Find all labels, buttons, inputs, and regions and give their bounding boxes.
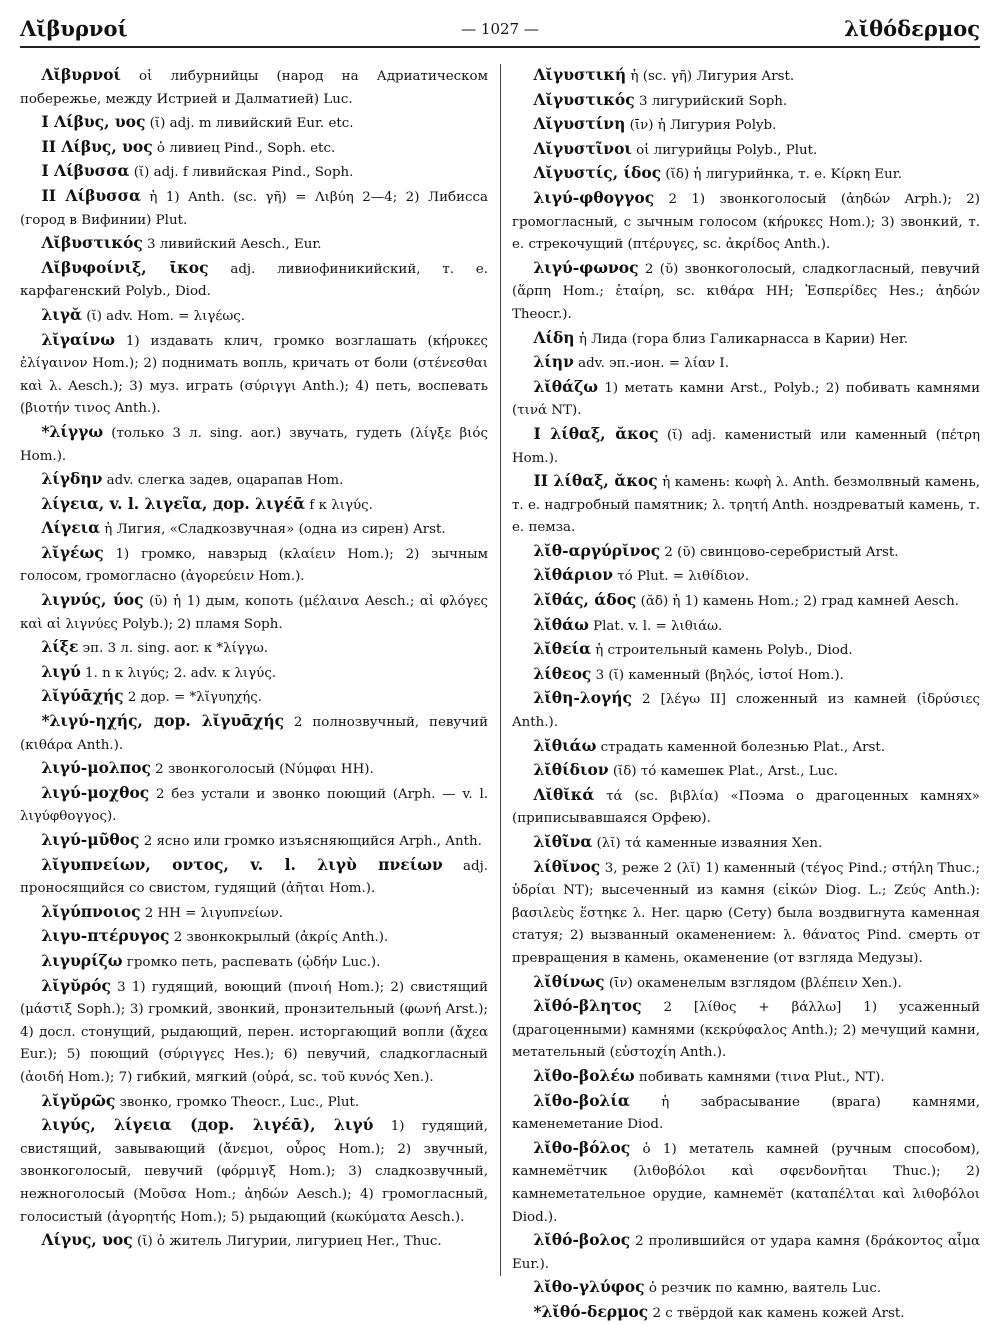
entry-headword: λίην	[533, 352, 574, 372]
entry-headword: λῐθο-βολία	[533, 1090, 630, 1110]
entry-headword: λῐγῠρός	[41, 975, 111, 995]
entry-definition: (ῑν) окаменелым взглядом (βλέπειν Xen.).	[604, 975, 902, 991]
entry-definition: звонко, громко Theocr., Luc., Plut.	[115, 1094, 360, 1110]
entry-definition: страдать каменной болезнью Plat., Arst.	[596, 739, 886, 755]
entry-headword: Λίδη	[533, 327, 575, 347]
dictionary-entry	[20, 685, 488, 710]
entry-definition: οἱ либурнийцы (народ на Адриатическом побережье, между Истрией и Далматией) Luc.	[20, 69, 488, 107]
entry-definition: Plat. v. l. = λιθιάω.	[588, 618, 723, 634]
entry-definition: 2 (ῠ) свинцово-серебристый Arst.	[660, 544, 899, 560]
dictionary-entry	[512, 1065, 980, 1090]
entry-headword: λιγύ-φθογγος	[533, 187, 655, 207]
entry-definition: adj. проносящийся со свистом, гудящий (ἀῆται Hom.).	[20, 858, 488, 897]
entry-headword: II λίθαξ, ᾰκος	[533, 471, 658, 491]
entry-definition: (только 3 л. sing. aor.) звучать, гудеть (λίγξε βιός Hom.).	[20, 425, 488, 464]
entry-definition: ἡ забрасывание (врага) камнями, каменеметание Diod.	[512, 1094, 980, 1133]
dictionary-entry	[20, 710, 488, 757]
dictionary-entry	[20, 661, 488, 686]
entry-headword: λῐθίνως	[533, 971, 605, 991]
dictionary-entry	[20, 136, 488, 161]
entry-headword: λιγύ-μοχθος	[41, 782, 150, 802]
entry-headword: I λίθαξ, ᾰκος	[533, 423, 659, 443]
entry-definition: 3, реже 2 (λῐ) 1) каменный (τέγος Pind.; στήλη Thuc.; ὑδρίαι NT); высеченный из камня (εἰκών Diog. L.; Ζεύς Anth.): βασιλεὺς ἕστηκε λ. Her. царю (Сету) была воздвигнута каменная статуя; 2) вызванный окаменением: λ. θάνατος Pind. смерть от превращения в камень, окаменение (от взгляда Медузы).	[512, 860, 980, 966]
dictionary-entry	[20, 232, 488, 257]
entry-definition: 2 с твёрдой как камень кожей Arst.	[648, 1305, 905, 1321]
dictionary-entry	[512, 856, 980, 971]
entry-definition: τά (sc. βιβλία) «Поэма о драгоценных камнях» (приписывавшаяся Орфею).	[512, 788, 980, 827]
entry-headword: λῐθάζω	[533, 376, 599, 396]
dictionary-entry	[512, 376, 980, 423]
entry-headword: λιγύ-μῦθος	[41, 830, 140, 849]
entry-definition: ἡ камень: κωφὴ λ. Anth. безмолвный камень, т. е. надгробный памятник; λ. τρητή Anth. ноздреватый камень, т. е. пемза.	[512, 475, 980, 536]
dictionary-entry	[512, 327, 980, 352]
dictionary-entry	[20, 950, 488, 975]
dictionary-entry	[512, 162, 980, 187]
entry-definition: (ῐ) adj. m ливийский Eur. etc.	[145, 116, 354, 132]
entry-headword: λῐγέως	[41, 542, 104, 562]
entry-headword: II Λίβυς, υος	[41, 136, 153, 156]
entry-definition: f к λιγύς.	[305, 497, 373, 513]
entry-headword: λίθῐνος	[533, 856, 601, 876]
entry-headword: λῐθ-αργύρῐνος	[533, 540, 661, 560]
entry-definition: adv. эп.-ион. = λίαν I.	[573, 356, 729, 372]
entry-headword: λίθεος	[533, 663, 592, 683]
entry-definition: 2 пролившийся от удара камня (δράκοντος αἷμα Eur.).	[512, 1234, 980, 1272]
entry-headword: I Λίβυσσα	[41, 161, 130, 181]
entry-definition: (ῐ) ὁ житель Лигурии, лигуриец Her., Thuc.	[132, 1234, 442, 1250]
entry-definition: 1) громко, навзрыд (κλαίειν Hom.); 2) зычным голосом, громогласно (ἀγορεύειν Hom.).	[20, 546, 488, 585]
dictionary-entry	[512, 540, 980, 565]
entry-headword: λιγύ	[41, 661, 81, 681]
entry-headword: λῐθό-βολος	[533, 1230, 631, 1250]
entry-definition: ἡ (sc. γῆ) Лигурия Arst.	[626, 69, 795, 84]
dictionary-entry	[512, 187, 980, 257]
entry-definition: 1. n к λιγύς; 2. adv. к λιγύς.	[80, 665, 277, 681]
entry-headword: Λῐγυστική	[533, 65, 627, 84]
entry-headword: λῐγυπνείων, οντος, v. l. λιγὺ πνείων	[41, 854, 443, 874]
dictionary-entry	[20, 782, 488, 829]
entry-definition: 2 звонкоголосый (Νύμφαι HH).	[150, 762, 374, 778]
dictionary-entry	[20, 925, 488, 950]
entry-headword: λιγύ-φωνος	[533, 257, 639, 277]
entry-definition: ὁ 1) метатель камней (ручным способом), камнемётчик (λιθοβόλοι καὶ σφενδονῆται Thuc.); 2) камнеметательное орудие, камнемёт (καταπέλται καὶ λιθοβόλοι Diod.).	[512, 1141, 980, 1225]
entry-definition: 2 ясно или громко изъясняющийся Arph., Anth.	[139, 834, 482, 849]
entry-definition: 3 (ῐ) каменный (βηλός, ἱστοί Hom.).	[591, 667, 844, 683]
entry-headword: Λίγυς, υος	[41, 1230, 133, 1250]
entry-definition: τό Plut. = λιθίδιον.	[612, 569, 750, 585]
entry-headword: Λῐβυφοίνιξ, ῑκος	[41, 257, 209, 277]
entry-definition: 1) метать камни Arst., Polyb.; 2) побивать камнями (τινά NT).	[512, 380, 980, 419]
entry-definition: ἡ строительный камень Polyb., Diod.	[591, 643, 853, 659]
entry-headword: λῐγαίνω	[41, 329, 115, 349]
entry-headword: λῐγύπνοιος	[41, 901, 141, 921]
dictionary-entry	[20, 160, 488, 185]
entry-headword: Λῐγυστίνη	[533, 114, 626, 134]
entry-definition: (ῐ) adj. f ливийская Pind., Soph.	[129, 165, 354, 181]
dictionary-entry	[20, 1090, 488, 1115]
dictionary-entry	[512, 1090, 980, 1137]
entry-definition: 3 ливийский Aesch., Eur.	[142, 237, 322, 253]
entry-definition: 1) гудящий, свистящий, завывающий (ἄνεμοι, οὖρος Hom.); 2) звучный, звонкоголосый, певучий (φόρμιγξ Hom.); 3) сладкозвучный, нежноголосый (Μοῦσα Hom.; ἀηδών Aesch.); 4) громогласный, голосистый (ἀγορητής Hom.); 5) рыдающий (κωκύματα Aesch.).	[20, 1119, 488, 1225]
dictionary-entry	[20, 542, 488, 589]
entry-headword: λῐθιάω	[533, 735, 597, 755]
entry-headword: λίγεια, v. l. λιγεῖα, дор. λιγέᾱ	[41, 493, 306, 513]
entry-headword: λιγύς, λίγεια (дор. λιγέᾱ), λιγύ	[41, 1115, 374, 1135]
entry-headword: *λίγγω	[41, 421, 104, 441]
entry-definition: побивать камнями (τινα Plut., NT).	[634, 1069, 885, 1085]
dictionary-entry	[20, 257, 488, 304]
entry-headword: Λῐγυστῖνοι	[533, 138, 632, 158]
dictionary-entry	[512, 589, 980, 614]
entry-definition: (ῐ) adj. каменистый или каменный (πέτρη Hom.).	[512, 427, 980, 466]
dictionary-entry	[512, 663, 980, 688]
entry-definition: 2 дор. = *λῐγυηχής.	[123, 690, 263, 706]
entry-headword: λιγυρίζω	[41, 950, 123, 970]
dictionary-entry	[20, 757, 488, 782]
entry-headword: *λῐθό-δερμος	[533, 1301, 649, 1321]
entry-definition: 3 лигурийский Soph.	[634, 93, 788, 109]
entry-definition: 2 [λέγω II] сложенный из камней (ἱδρύσιες Anth.).	[512, 692, 980, 731]
entry-definition: ἡ Лигия, «Сладкозвучная» (одна из сирен) Arst.	[100, 522, 446, 538]
entry-definition: (λῐ) τά каменные изваяния Xen.	[592, 836, 823, 851]
dictionary-entry	[20, 829, 488, 854]
dictionary-entry	[512, 564, 980, 589]
right-column	[512, 64, 980, 1321]
entry-definition: эп. 3 л. sing. aor. к *λίγγω.	[78, 641, 269, 657]
running-head-left: Λῐβυρνοί	[20, 16, 128, 41]
dictionary-entry	[512, 735, 980, 760]
entry-headword: λῐθάς, άδος	[533, 590, 637, 610]
dictionary-entry	[20, 111, 488, 136]
entry-headword: λῐγῠρῶς	[41, 1090, 116, 1110]
entry-definition: ὁ ливиец Pind., Soph. etc.	[152, 140, 336, 156]
dictionary-entry	[512, 113, 980, 138]
entry-definition: οἱ лигурийцы Polyb., Plut.	[631, 142, 818, 158]
entry-definition: (ῐδ) ἡ лигурийнка, т. е. Κίρκη Eur.	[661, 167, 902, 183]
entry-definition: громко петь, распевать (ᾠδήν Luc.).	[122, 954, 381, 970]
dictionary-entry	[20, 1229, 488, 1254]
entry-headword: λίξε	[41, 637, 79, 657]
running-head-right: λῐθόδερμος	[844, 16, 980, 41]
dictionary-entry	[512, 138, 980, 163]
entry-headword: λιγύ-μολπος	[41, 758, 151, 778]
entry-headword: λῐθο-βολέω	[533, 1065, 635, 1085]
dictionary-entry	[512, 831, 980, 856]
entry-definition: 2 звонкокрылый (ἀκρίς Anth.).	[169, 930, 389, 946]
dictionary-entry	[512, 257, 980, 327]
dictionary-entry	[512, 1137, 980, 1229]
dictionary-entry	[20, 854, 488, 901]
entry-headword: Λίγεια	[41, 518, 101, 538]
entry-headword: λῐθη-λογής	[533, 688, 632, 708]
dictionary-entry	[20, 468, 488, 493]
entry-definition: (ᾰδ) ἡ 1) камень Hom.; 2) град камней Aesch.	[636, 594, 960, 610]
dictionary-entry	[512, 1276, 980, 1301]
dictionary-entry	[512, 351, 980, 376]
entry-definition: ἡ 1) Anth. (sc. γῆ) = Λιβύη 2—4; 2) Либисса (город в Вифинии) Plut.	[20, 189, 488, 228]
entry-headword: λιγᾰ	[41, 304, 82, 324]
dictionary-entry	[512, 1301, 980, 1325]
dictionary-entry	[20, 185, 488, 232]
entry-definition: 2 полнозвучный, певучий (κιθάρα Anth.).	[20, 715, 489, 753]
dictionary-entry	[20, 589, 488, 636]
entry-headword: λῐθο-γλύφος	[533, 1277, 645, 1297]
dictionary-entry	[20, 1114, 488, 1229]
dictionary-entry	[20, 975, 488, 1090]
entry-headword: λῐθῖνα	[533, 832, 593, 851]
entry-headword: λῐθεία	[533, 639, 591, 659]
dictionary-entry	[512, 687, 980, 734]
entry-headword: λῐγύᾱχής	[41, 686, 124, 706]
entry-definition: 2 1) звонкоголосый (ἀηδών Arph.); 2) громогласный, с зычным голосом (κήρυκες Hom.); 3) звонкий, т. е. стрекочущий (πτέρυγες, sc. ἀκρίδος Anth.).	[512, 191, 980, 253]
dictionary-entry	[512, 64, 980, 89]
entry-definition: 2 HH = λιγυπνείων.	[140, 905, 283, 921]
entry-definition: 2 (ῠ) звонкоголосый, сладкогласный, певучий (ἅρπη Hom.; ἑταίρη, sc. κιθάρα HH; Ἑσπερίδες Hes.; ἀηδών Theocr.).	[512, 261, 980, 322]
dictionary-entry	[512, 638, 980, 663]
entry-definition: ὁ резчик по камню, ваятель Luc.	[644, 1281, 882, 1297]
entry-definition: ἡ Лида (гора близ Галикарнасса в Карии) Her.	[574, 331, 909, 347]
entry-definition: 2 без устали и звонко поющий (Arph. — v. l. λιγύφθογγος).	[20, 786, 488, 825]
dictionary-entry	[512, 1229, 980, 1276]
entry-definition: 2 [λίθος + βάλλω] 1) усаженный (драгоценными) камнями (κεκρύφαλος Anth.); 2) мечущий камни, метательный (εὐστοχίη Anth.).	[512, 1000, 980, 1061]
entry-headword: λῐθο-βόλος	[533, 1137, 631, 1157]
dictionary-entry	[512, 614, 980, 639]
entry-definition: (ῠ) ἡ 1) дым, копоть (μέλαινα Aesch.; αἱ φλόγες καὶ αἱ λιγνύες Polyb.); 2) пламя Soph.	[20, 594, 488, 632]
dictionary-entry	[20, 493, 488, 518]
column-divider	[500, 64, 501, 1276]
dictionary-entry	[512, 423, 980, 470]
dictionary-entry	[512, 784, 980, 831]
entry-headword: II Λίβυσσα	[41, 185, 141, 205]
entry-headword: Λῐθῐκά	[533, 784, 595, 804]
entry-definition: (ῐδ) τό камешек Plat., Arst., Luc.	[608, 764, 839, 780]
dictionary-entry	[512, 89, 980, 114]
dictionary-entry	[20, 304, 488, 329]
dictionary-entry	[20, 636, 488, 661]
entry-headword: λῐθό-βλητος	[533, 996, 642, 1016]
dictionary-entry	[512, 971, 980, 996]
entry-headword: λιγνύς, ύος	[41, 590, 144, 610]
dictionary-entry	[20, 901, 488, 926]
entry-headword: Λῐβυστικός	[41, 233, 143, 253]
entry-headword: λιγυ-πτέρυγος	[41, 926, 170, 946]
dictionary-entry	[20, 329, 488, 421]
entry-headword: λίγδην	[41, 469, 103, 489]
dictionary-entry	[512, 470, 980, 540]
entry-definition: (ῑν) ἡ Лигурия Polyb.	[625, 118, 777, 134]
entry-headword: Λῐγυστικός	[533, 89, 635, 109]
entry-definition: 3 1) гудящий, воющий (πνοιή Hom.); 2) свистящий (μάστιξ Soph.); 3) громкий, звонкий, пронзительный (φωνή Arst.); 4) досл. стонущий, рыдающий, перен. исторгающий вопли (ἄχεα Eur.); 5) поющий (σύριγγες Hes.); 6) певучий, сладкогласный (ἀοιδή Hom.); 7) гибкий, мягкий (οὐρά, sc. τοῦ κυνός Xen.).	[20, 979, 488, 1085]
entry-headword: λῐθίδιον	[533, 760, 609, 780]
left-column	[20, 64, 488, 1276]
dictionary-entry	[20, 517, 488, 542]
entry-headword: λῐθάω	[533, 614, 589, 634]
dictionary-entry	[512, 995, 980, 1065]
entry-headword: λῐθάριον	[533, 565, 613, 585]
entry-definition: 1) издавать клич, громко возглашать (κήρυκες ἐλίγαινον Hom.); 2) поднимать вопль, кричать от боли (στένεσθαι καὶ λ. Aesch.); 3) муз. играть (σύριγγι Anth.); 4) петь, воспевать (βιοτήν τινος Anth.).	[20, 333, 488, 417]
page-header	[20, 12, 980, 48]
dictionary-entry	[20, 64, 488, 111]
entry-definition: adv. слегка задев, оцарапав Hom.	[102, 473, 344, 489]
entry-headword: I Λίβυς, υος	[41, 112, 146, 132]
dictionary-entry	[512, 759, 980, 784]
entry-definition: adj. ливиофиникийский, т. е. карфагенский Polyb., Diod.	[20, 261, 488, 300]
page-number: — 1027 —	[461, 20, 539, 38]
entry-headword: *λιγύ-ηχής, дор. λῐγυᾱχής	[41, 711, 285, 731]
entry-headword: Λῐβυρνοί	[41, 65, 121, 84]
entry-definition: (ῐ) adv. Hom. = λιγέως.	[81, 308, 246, 324]
dictionary-entry	[20, 421, 488, 468]
entry-headword: Λῐγυστίς, ίδος	[533, 163, 662, 183]
